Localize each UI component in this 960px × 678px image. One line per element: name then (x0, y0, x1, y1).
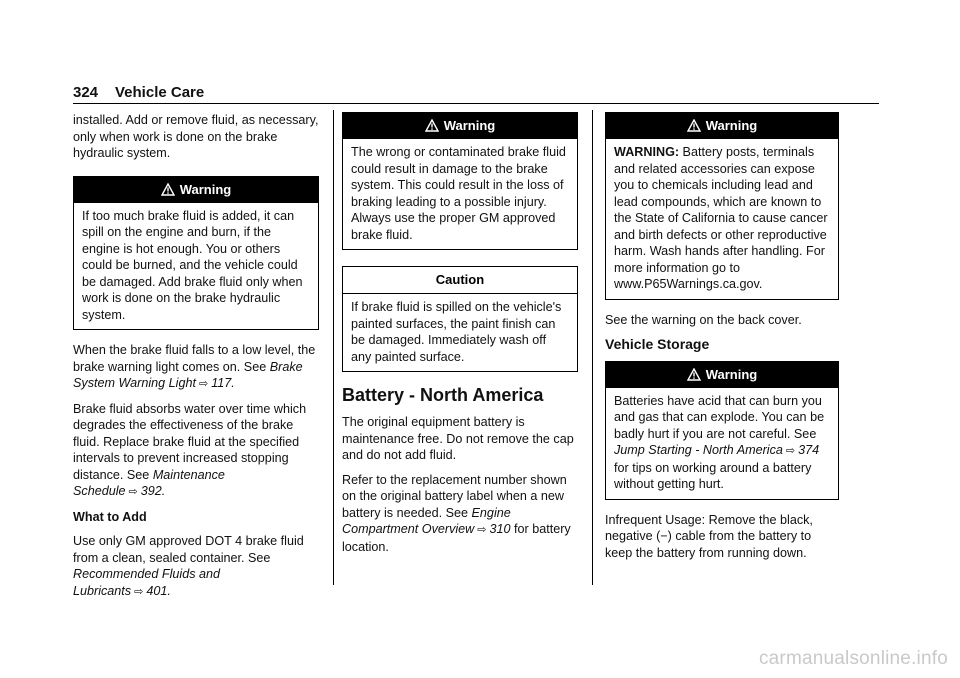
xref-link[interactable]: Engine Compartment Overview (342, 505, 511, 536)
warning-header (606, 113, 838, 139)
warning-text: The wrong or contaminated brake fluid could result in damage to the brake system. This could result in the loss of braking leading to a possible injury. Always use the proper GM approved brake fluid. (351, 145, 566, 242)
brake-level-paragraph: When the brake fluid falls to a low level, the brake warning light comes on. See Brake System Warning Light ⇨ 117. (73, 343, 316, 390)
xref-page[interactable]: 310 (489, 522, 511, 536)
intro-paragraph: installed. Add or remove fluid, as necessary, only when work is done on the brake hydraulic system. (73, 113, 319, 160)
xref-page[interactable]: 392. (140, 484, 166, 498)
xref-page[interactable]: 374 (798, 443, 820, 457)
page-arrow-icon: ⇨ (128, 486, 138, 498)
page-arrow-icon: ⇨ (134, 585, 144, 598)
vehicle-storage-heading: Vehicle Storage (605, 336, 710, 352)
warning-title: Warning (443, 118, 496, 133)
caution-box (342, 266, 578, 372)
column-3 (605, 112, 839, 569)
column-divider-1 (333, 110, 334, 585)
page-arrow-icon: ⇨ (477, 524, 487, 536)
page-arrow-icon: ⇨ (198, 378, 209, 390)
warning-triangle-icon (425, 119, 439, 132)
warning-header (606, 362, 838, 388)
warning-title: Warning (179, 181, 232, 197)
page-header (73, 84, 879, 104)
warning-text: If too much brake fluid is added, it can spill on the engine and burn, if the engine is hot enough. You or others could be burned, and the vehicle could be damaged. Add brake fluid only when work is done on the brake hydraulic system. (82, 208, 303, 322)
warning-box-storage (605, 361, 839, 500)
xref-link[interactable]: Jump Starting - North America (614, 443, 783, 457)
warning-box (73, 176, 319, 331)
column-2 (342, 112, 578, 563)
caution-header: Caution (343, 267, 577, 294)
battery-heading: Battery - North America (342, 385, 544, 405)
section-title: Vehicle Care (115, 84, 205, 101)
page-number: 324 (73, 84, 99, 101)
xref-page[interactable]: 401. (146, 583, 171, 598)
xref-link[interactable]: Recommended Fluids and Lubricants (73, 567, 221, 598)
xref-link[interactable]: Brake System Warning Light (73, 359, 303, 390)
xref-link[interactable]: Maintenance Schedule (73, 467, 225, 498)
see-warning-paragraph: See the warning on the back cover. (605, 312, 802, 327)
battery-paragraph-2: Refer to the replacement number shown on the original battery label when a new battery is needed. See Engine Compartment Overview ⇨ 310 for battery location. (342, 472, 571, 554)
warning-box-p65 (605, 112, 839, 300)
what-to-add-heading: What to Add (73, 509, 147, 524)
infrequent-usage-paragraph: Infrequent Usage: Remove the black, negative (−) cable from the battery to keep the battery from running down. (605, 512, 813, 560)
dot4-paragraph: Use only GM approved DOT 4 brake fluid from a clean, sealed container. See Recommended Fluids and Lubricants ⇨ 401. (73, 534, 304, 598)
caution-text: If brake fluid is spilled on the vehicle's painted surfaces, the paint finish can be damaged. Immediately wash off any painted surface. (351, 300, 562, 364)
warning-triangle-icon (687, 368, 701, 381)
brake-fluid-water-paragraph: Brake fluid absorbs water over time which degrades the effectiveness of the brake fluid. Replace brake fluid at the specified intervals to prevent increased stopping distance. See Maintenance Schedule ⇨ 392. (73, 401, 307, 498)
column-1 (73, 112, 319, 608)
warning-triangle-icon (161, 183, 175, 196)
watermark: carmanualsonline.info (758, 648, 948, 669)
xref-page[interactable]: 117. (211, 376, 235, 390)
warning-text: Batteries have acid that can burn you and gas that can explode. You can be badly hurt if you are not careful. See Jump Starting - North America ⇨ 374 for tips on working around a battery without getting hurt. (614, 393, 825, 491)
warning-title: Warning (705, 366, 758, 382)
warning-title: Warning (705, 118, 758, 133)
warning-header (74, 177, 318, 203)
warning-text: WARNING: Battery posts, terminals and related accessories can expose you to chemicals including lead and lead compounds, which are known to the State of California to cause cancer and birth defects or other reproductive harm. Wash hands after handling. For more information go to www.P65Warnings.ca.gov. (614, 145, 828, 291)
warning-box (342, 112, 578, 250)
warning-triangle-icon (687, 119, 701, 132)
warning-header (343, 113, 577, 139)
column-divider-2 (592, 110, 593, 585)
page-arrow-icon: ⇨ (785, 445, 796, 457)
header-rule (73, 103, 879, 104)
battery-paragraph-1: The original equipment battery is maintenance free. Do not remove the cap and do not add fluid. (342, 415, 574, 462)
